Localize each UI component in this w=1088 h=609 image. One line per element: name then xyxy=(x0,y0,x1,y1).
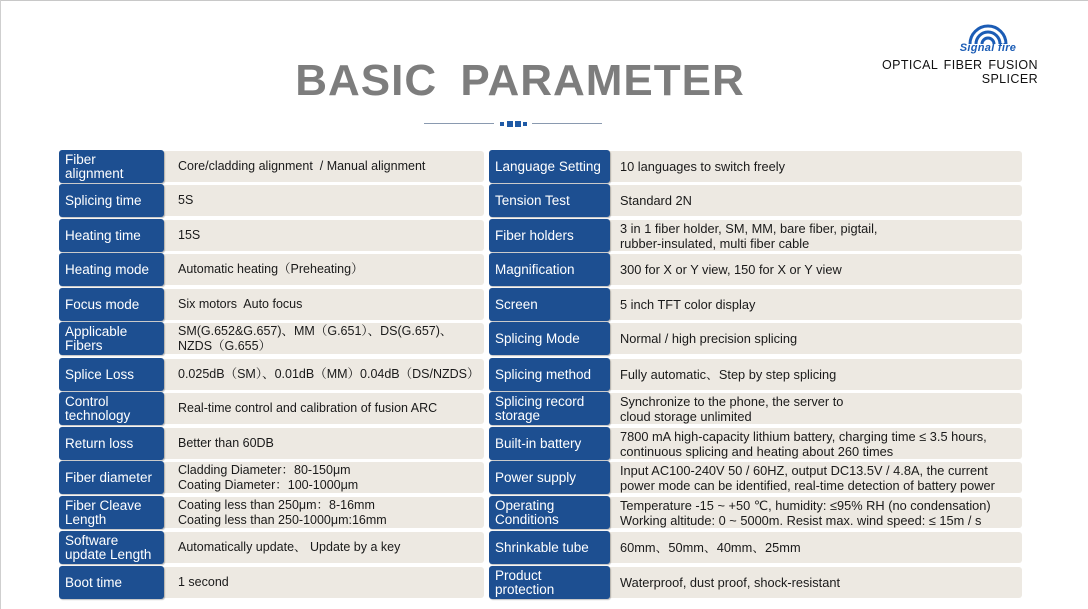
left-param-label xyxy=(59,531,164,564)
right-param-label-text: Operating Conditions xyxy=(495,497,559,527)
product-subtitle: OPTICAL FIBER FUSION SPLICER xyxy=(881,58,1038,86)
right-param-label-text: Tension Test xyxy=(495,192,570,208)
title-divider-left xyxy=(424,123,494,124)
right-param-label xyxy=(489,566,610,599)
brand-logo-text: Signal fire xyxy=(959,42,1017,54)
left-param-label xyxy=(59,461,164,494)
right-param-label-text: Built-in battery xyxy=(495,435,582,451)
right-param-label-text: Fiber holders xyxy=(495,227,574,243)
right-param-label xyxy=(489,288,610,321)
right-param-label xyxy=(489,150,610,183)
left-param-value: 15S xyxy=(178,228,201,242)
left-param-label xyxy=(59,219,164,252)
right-param-value: Input AC100-240V 50 / 60HZ, output DC13.5V / 4.8A, the current power mode can be identified, real-time detection of battery power xyxy=(620,462,995,493)
left-param-label xyxy=(59,150,164,183)
right-param-value: 3 in 1 fiber holder, SM, MM, bare fiber, pigtail, rubber-insulated, multi fiber cable xyxy=(620,220,878,251)
left-param-value: 0.025dB（SM）、0.01dB（MM）0.04dB（DS/NZDS） xyxy=(178,367,480,381)
left-param-label-text: Fiber Cleave Length xyxy=(65,497,142,527)
right-param-value: Fully automatic、Step by step splicing xyxy=(620,367,837,382)
right-param-value: Temperature -15 ~ +50 ℃, humidity: ≤95% RH (no condensation) Working altitude: 0 ~ 5000m. Resist max. wind speed: ≤ 15m / s xyxy=(620,497,991,528)
right-param-label-text: Screen xyxy=(495,296,538,312)
right-param-label-text: Shrinkable tube xyxy=(495,539,589,555)
right-param-label-text: Power supply xyxy=(495,469,577,485)
right-param-label xyxy=(489,219,610,252)
left-param-value: Real-time control and calibration of fusion ARC xyxy=(178,401,438,415)
right-param-value: 5 inch TFT color display xyxy=(620,297,756,312)
right-param-label-text: Splicing record storage xyxy=(495,393,585,423)
right-param-label xyxy=(489,461,610,494)
right-param-label-text: Splicing method xyxy=(495,366,592,382)
right-param-value: 10 languages to switch freely xyxy=(620,159,786,174)
right-param-label-text: Product protection xyxy=(495,567,555,597)
page-left-border xyxy=(0,0,1,609)
right-param-label xyxy=(489,531,610,564)
left-param-label xyxy=(59,566,164,599)
left-param-label-text: Boot time xyxy=(65,574,123,590)
left-param-value: Cladding Diameter：80-150μm Coating Diameter：100-1000μm xyxy=(178,462,359,492)
right-param-value: 60mm、50mm、40mm、25mm xyxy=(620,540,801,555)
left-param-value: Six motors Auto focus xyxy=(178,297,303,311)
right-param-label-text: Magnification xyxy=(495,261,575,277)
right-param-label-text: Splicing Mode xyxy=(495,330,580,346)
right-param-value: Waterproof, dust proof, shock-resistant xyxy=(620,575,841,590)
left-param-label-text: Splice Loss xyxy=(65,366,135,382)
right-param-value: Normal / high precision splicing xyxy=(620,331,798,346)
left-param-label-text: Heating time xyxy=(65,227,141,243)
left-param-value: Better than 60DB xyxy=(178,436,274,450)
page-title: BASIC PARAMETER xyxy=(295,56,745,105)
title-divider-dots xyxy=(500,120,528,128)
right-param-label xyxy=(489,184,610,217)
left-param-label-text: Focus mode xyxy=(65,296,140,312)
left-param-value: Coating less than 250μm：8-16mm Coating less than 250-1000μm:16mm xyxy=(178,497,387,527)
left-param-label xyxy=(59,392,164,425)
left-param-value: Core/cladding alignment / Manual alignment xyxy=(178,159,426,173)
right-param-label xyxy=(489,358,610,391)
left-param-value: SM(G.652&G.657)、MM（G.651）、DS(G.657)、 NZDS（G.655） xyxy=(178,323,453,353)
right-param-label xyxy=(489,392,610,425)
left-param-label-text: Heating mode xyxy=(65,261,150,277)
left-param-label-text: Control technology xyxy=(65,393,131,423)
left-param-label xyxy=(59,184,164,217)
left-param-label-text: Software update Length xyxy=(65,532,152,562)
left-param-label xyxy=(59,358,164,391)
left-param-label xyxy=(59,253,164,286)
left-param-value: 1 second xyxy=(178,575,229,589)
title-divider-right xyxy=(532,123,602,124)
left-param-label xyxy=(59,427,164,460)
left-param-label-text: Return loss xyxy=(65,435,134,451)
left-param-value: 5S xyxy=(178,193,194,207)
brand-logo xyxy=(948,22,1028,56)
page-top-border xyxy=(0,0,1088,1)
right-param-label xyxy=(489,427,610,460)
right-param-value: 7800 mA high-capacity lithium battery, charging time ≤ 3.5 hours, continuous splicing and heating about 260 times xyxy=(620,428,987,459)
left-param-label-text: Splicing time xyxy=(65,192,142,208)
left-param-label-text: Fiber diameter xyxy=(65,469,153,485)
left-param-row xyxy=(162,185,484,216)
right-param-label xyxy=(489,496,610,529)
right-param-value: Synchronize to the phone, the server to cloud storage unlimited xyxy=(620,393,844,424)
right-param-value: Standard 2N xyxy=(620,193,692,208)
right-param-label-text: Language Setting xyxy=(495,158,601,174)
left-param-label xyxy=(59,288,164,321)
right-param-label xyxy=(489,253,610,286)
right-param-label xyxy=(489,322,610,355)
left-param-label-text: Applicable Fibers xyxy=(65,323,128,353)
left-param-label-text: Fiber alignment xyxy=(65,151,124,181)
left-param-row xyxy=(162,220,484,251)
left-param-value: Automatically update、 Update by a key xyxy=(178,540,401,554)
left-param-value: Automatic heating（Preheating） xyxy=(178,262,364,276)
left-param-label xyxy=(59,322,164,355)
left-param-label xyxy=(59,496,164,529)
right-param-value: 300 for X or Y view, 150 for X or Y view xyxy=(620,262,842,277)
